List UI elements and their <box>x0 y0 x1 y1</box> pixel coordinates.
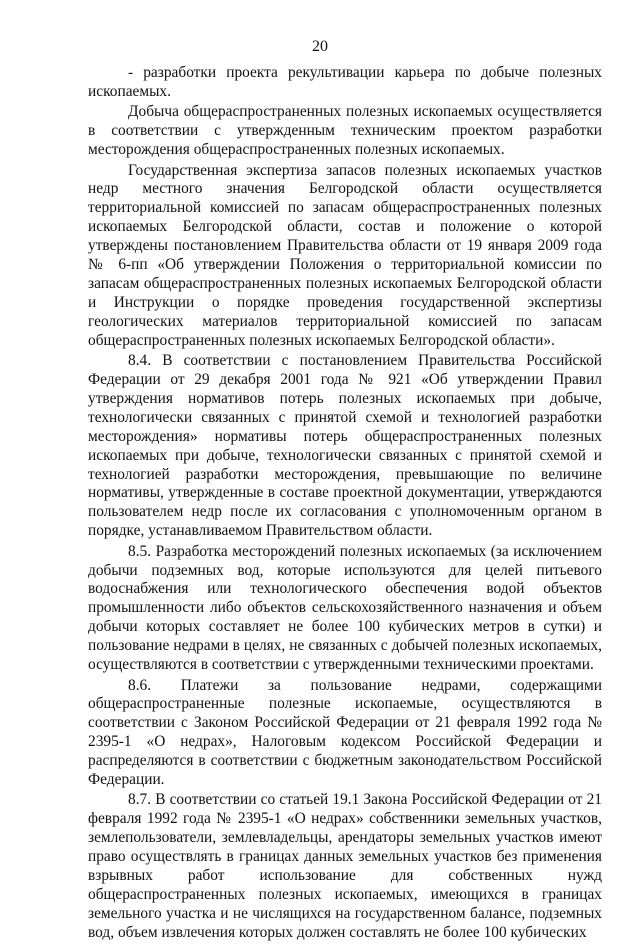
page-number: 20 <box>312 38 328 55</box>
paragraph-state-expertise: Государственная экспертиза запасов полезных ископаемых участков недр местного значения Белгородской области осуществляется территориальной комиссией по запасам общераспространенных полезных ископаемых Белгородской области, состав и положение о которой утверждены постановлением Правительства области от 19 января 2009 года № 6-пп «Об утверждении Положения о территориальной комиссии по запасам общераспространенных полезных ископаемых Белгородской области и Инструкции о порядке проведения государственной экспертизы геологических материалов территориальной комиссией по запасам общераспространенных полезных ископаемых Белгородской области». <box>88 161 602 349</box>
paragraph-8-4: 8.4. В соответствии с постановлением Правительства Российской Федерации от 29 декабря 2001 года № 921 «Об утверждении Правил утверждения нормативов потерь полезных ископаемых при добыче, технологически связанных с принятой схемой и технологией разработки месторождения» нормативы потерь общераспространенных полезных ископаемых при добыче, технологически связанных с принятой схемой и технологией разработки месторождения, превышающие по величине нормативы, утвержденные в составе проектной документации, утверждаются пользователем недр после их согласования с уполномоченным органом в порядке, устанавливаемом Правительством области. <box>88 352 602 540</box>
paragraph-8-7: 8.7. В соответствии со статьей 19.1 Закона Российской Федерации от 21 февраля 1992 года № 2395-1 «О недрах» собственники земельных участков, землепользователи, землевладельцы, арендаторы земельных участков имеют право осуществлять в границах данных земельных участков без применения взрывных работ использование для собственных нужд общераспространенных полезных ископаемых, имеющихся в границах земельного участка и не числящихся на государственном балансе, подземных вод, объем извлечения которых должен составлять не более 100 кубических <box>88 791 602 941</box>
paragraph-recultivation: - разработки проекта рекультивации карьера по добыче полезных ископаемых. <box>88 64 602 100</box>
paragraph-8-5: 8.5. Разработка месторождений полезных ископаемых (за исключением добычи подземных вод, которые используются для целей питьевого водоснабжения или технологического обеспечения водой объектов промышленности либо объектов сельскохозяйственного назначения и объем добычи которых составляет не более 100 кубических метров в сутки) и пользование недрами в целях, не связанных с добычей полезных ископаемых, осуществляются в соответствии с утвержденными техническими проектами. <box>88 542 602 674</box>
page-body-text <box>88 64 602 944</box>
paragraph-8-6: 8.6. Платежи за пользование недрами, содержащими общераспространенные полезные ископаемые, осуществляются в соответствии с Законом Российской Федерации от 21 февраля 1992 года № 2395-1 «О недрах», Налоговым кодексом Российской Федерации и распределяются в соответствии с бюджетным законодательством Российской Федерации. <box>88 676 602 789</box>
paragraph-extraction-project: Добыча общераспространенных полезных ископаемых осуществляется в соответствии с утвержденным техническим проектом разработки месторождения общераспространенных полезных ископаемых. <box>88 103 602 159</box>
